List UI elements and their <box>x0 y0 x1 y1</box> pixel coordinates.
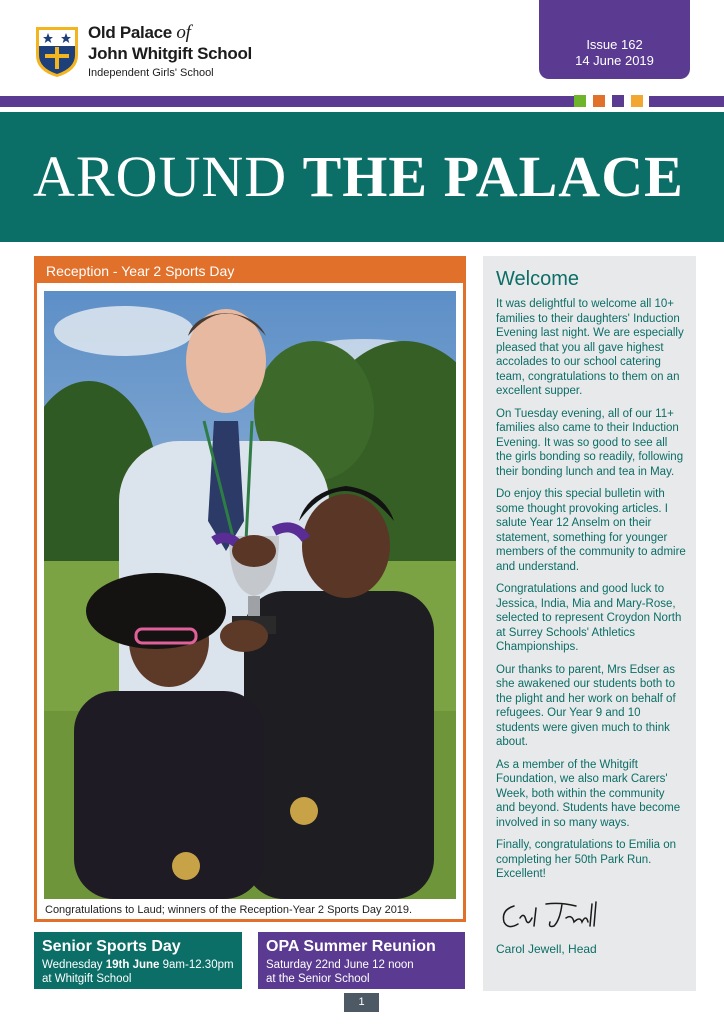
masthead-banner <box>0 112 724 242</box>
event-when <box>42 958 234 972</box>
school-name-of: of <box>176 22 191 43</box>
sports-day-photo <box>44 291 456 899</box>
masthead-light: AROUND <box>33 144 288 209</box>
welcome-paragraph: Do enjoy this special bulletin with some thought provoking articles. I salute Year 12 Anselm on their statement, something for younger members of the community to admire and understand. <box>496 488 686 573</box>
welcome-paragraph: As a member of the Whitgift Foundation, we also mark Carers' Week, both within the community and beyond. Students have become involved in so many ways. <box>496 758 681 829</box>
event-when: Saturday 22nd June 12 noon <box>266 959 414 971</box>
event-day: Wednesday <box>42 959 103 971</box>
welcome-heading: Welcome <box>496 268 579 290</box>
purple-square <box>612 95 624 107</box>
page-number: 1 <box>344 993 379 1012</box>
school-name <box>88 23 252 79</box>
welcome-paragraph: Our thanks to parent, Mrs Edser as she awakened our students both to the plight and her work on behalf of refugees. Our Year 9 and 10 students were given much to think about. <box>496 663 676 748</box>
event-time: 9am-12.30pm <box>162 959 234 971</box>
orange-square <box>593 95 605 107</box>
school-name-line2: John Whitgift School <box>88 44 252 63</box>
feature-photo-panel <box>34 256 466 922</box>
event-title: OPA Summer Reunion <box>266 938 436 955</box>
issue-date: 14 June 2019 <box>575 53 654 68</box>
signature-name: Carol Jewell, Head <box>496 941 597 956</box>
issue-tab <box>539 0 690 79</box>
welcome-paragraph: It was delightful to welcome all 10+ families to their daughters' Induction Evening last night. We are especially pleased that you all gave highest accolades to our school catering team, congratulations to them on an excellent supper. <box>496 298 684 397</box>
amber-square <box>631 95 643 107</box>
welcome-panel <box>483 256 696 991</box>
event-date: 19th June <box>105 959 160 971</box>
event-place: at the Senior School <box>266 973 370 985</box>
opa-reunion-box <box>258 932 465 989</box>
issue-number: Issue 162 <box>586 37 643 52</box>
color-squares <box>574 95 649 107</box>
masthead-bold: THE PALACE <box>302 144 684 209</box>
green-square <box>574 95 586 107</box>
handwritten-signature <box>496 896 686 936</box>
school-name-line1: Old Palace <box>88 23 172 42</box>
welcome-paragraph: Finally, congratulations to Emilia on completing her 50th Park Run. Excellent! <box>496 839 677 880</box>
event-place: at Whitgift School <box>42 973 132 985</box>
senior-sports-day-box <box>34 932 242 989</box>
photo-caption: Congratulations to Laud; winners of the Reception-Year 2 Sports Day 2019. <box>45 904 413 916</box>
school-crest-icon <box>34 25 80 79</box>
welcome-paragraph: Congratulations and good luck to Jessica, India, Mia and Mary-Rose, selected to represent Croydon North at Surrey Schools' Athletics Championships. <box>496 583 682 653</box>
event-title: Senior Sports Day <box>42 938 181 955</box>
feature-heading: Reception - Year 2 Sports Day <box>37 259 463 283</box>
school-subtitle: Independent Girls' School <box>88 67 214 79</box>
welcome-paragraph: On Tuesday evening, all of our 11+ families also came to their Induction Evening. It was so good to see all the girls bonding so readily, following their bonding lunch and tea in May. <box>496 407 684 478</box>
